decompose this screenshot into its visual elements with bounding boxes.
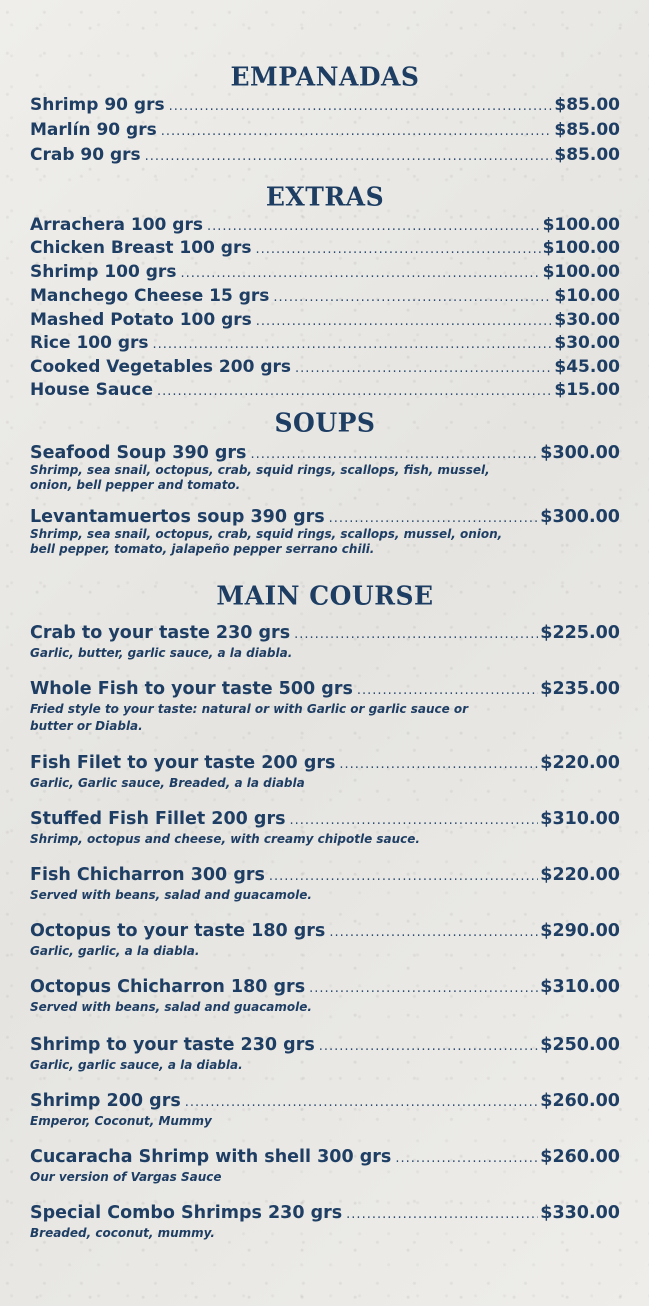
item-name: Cooked Vegetables 200 grs: [30, 357, 291, 377]
item-description: Garlic, Garlic sauce, Breaded, a la diabla: [30, 776, 305, 790]
item-name: Levantamuertos soup 390 grs: [30, 507, 325, 527]
menu-item: [30, 1147, 620, 1171]
dot-leader: [309, 981, 538, 996]
item-price: $225.00: [540, 623, 620, 643]
section-title-empanadas: EMPANADAS: [230, 61, 420, 92]
item-price: $235.00: [540, 679, 620, 699]
item-name: Crab 90 grs: [30, 145, 141, 165]
item-name: Shrimp to your taste 230 grs: [30, 1035, 315, 1055]
item-price: $15.00: [554, 380, 620, 400]
item-price: $250.00: [540, 1035, 620, 1055]
item-description: butter or Diabla.: [30, 719, 143, 733]
menu-item: [30, 145, 620, 169]
menu-item: [30, 679, 620, 703]
dot-leader: [169, 99, 553, 114]
dot-leader: [295, 361, 552, 376]
item-name: Octopus to your taste 180 grs: [30, 921, 326, 941]
dot-leader: [255, 242, 540, 257]
item-name: House Sauce: [30, 380, 154, 400]
menu-item: [30, 215, 620, 239]
dot-leader: [185, 1095, 539, 1110]
menu-item: [30, 120, 620, 144]
item-description: Breaded, coconut, mummy.: [30, 1226, 215, 1240]
dot-leader: [319, 1039, 539, 1054]
item-name: Arrachera 100 grs: [30, 215, 203, 235]
menu-item: [30, 262, 620, 286]
dot-leader: [269, 869, 538, 884]
menu-item: [30, 310, 620, 334]
menu-item: [30, 95, 620, 119]
item-price: $100.00: [542, 215, 620, 235]
item-price: $10.00: [554, 286, 620, 306]
dot-leader: [180, 266, 540, 281]
item-description: Shrimp, sea snail, octopus, crab, squid rings, scallops, fish, mussel,: [30, 463, 490, 477]
item-description: Served with beans, salad and guacamole.: [30, 1000, 312, 1014]
item-price: $100.00: [542, 238, 620, 258]
item-name: Octopus Chicharron 180 grs: [30, 977, 306, 997]
item-description: Fried style to your taste: natural or with Garlic or garlic sauce or: [30, 702, 469, 716]
item-description: Served with beans, salad and guacamole.: [30, 888, 312, 902]
item-name: Mashed Potato 100 grs: [30, 310, 252, 330]
item-description: Our version of Vargas Sauce: [30, 1170, 222, 1184]
menu-item: [30, 333, 620, 357]
dot-leader: [161, 124, 553, 139]
menu-item: [30, 623, 620, 647]
dot-leader: [329, 925, 538, 940]
item-name: Shrimp 200 grs: [30, 1091, 181, 1111]
dot-leader: [339, 757, 538, 772]
section-title-main-course: MAIN COURSE: [216, 580, 434, 611]
menu-item: [30, 1035, 620, 1059]
item-description: onion, bell pepper and tomato.: [30, 478, 241, 492]
menu-item: [30, 865, 620, 889]
item-price: $310.00: [540, 977, 620, 997]
item-description: Shrimp, sea snail, octopus, crab, squid rings, scallops, mussel, onion,: [30, 527, 503, 541]
item-name: Chicken Breast 100 grs: [30, 238, 252, 258]
item-name: Shrimp 90 grs: [30, 95, 165, 115]
item-name: Stuffed Fish Fillet 200 grs: [30, 809, 286, 829]
item-price: $85.00: [554, 95, 620, 115]
item-price: $45.00: [554, 357, 620, 377]
item-name: Special Combo Shrimps 230 grs: [30, 1203, 343, 1223]
dot-leader: [346, 1207, 538, 1222]
dot-leader: [357, 683, 538, 698]
item-price: $30.00: [554, 333, 620, 353]
item-price: $310.00: [540, 809, 620, 829]
item-name: Shrimp 100 grs: [30, 262, 177, 282]
dot-leader: [290, 813, 539, 828]
menu-item: [30, 921, 620, 945]
item-price: $30.00: [554, 310, 620, 330]
item-description: Garlic, garlic sauce, a la diabla.: [30, 1058, 243, 1072]
dot-leader: [294, 627, 538, 642]
item-price: $300.00: [540, 443, 620, 463]
dot-leader: [153, 337, 553, 352]
menu-item: [30, 238, 620, 262]
item-name: Marlín 90 grs: [30, 120, 157, 140]
menu-item: [30, 1203, 620, 1227]
dot-leader: [256, 314, 553, 329]
dot-leader: [250, 447, 538, 462]
section-title-soups: SOUPS: [274, 407, 376, 438]
item-name: Seafood Soup 390 grs: [30, 443, 247, 463]
dot-leader: [145, 149, 553, 164]
item-name: Rice 100 grs: [30, 333, 149, 353]
item-price: $260.00: [540, 1147, 620, 1167]
section-title-extras: EXTRAS: [265, 181, 385, 212]
dot-leader: [157, 384, 552, 399]
dot-leader: [273, 290, 552, 305]
dot-leader: [395, 1151, 538, 1166]
item-name: Fish Filet to your taste 200 grs: [30, 753, 336, 773]
item-price: $220.00: [540, 865, 620, 885]
menu-item: [30, 357, 620, 381]
item-description: Garlic, garlic, a la diabla.: [30, 944, 200, 958]
item-price: $290.00: [540, 921, 620, 941]
item-price: $85.00: [554, 145, 620, 165]
item-description: Shrimp, octopus and cheese, with creamy chipotle sauce.: [30, 832, 420, 846]
item-price: $330.00: [540, 1203, 620, 1223]
menu-item: [30, 1091, 620, 1115]
item-price: $85.00: [554, 120, 620, 140]
menu-item: [30, 286, 620, 310]
item-name: Crab to your taste 230 grs: [30, 623, 291, 643]
item-price: $100.00: [542, 262, 620, 282]
item-name: Whole Fish to your taste 500 grs: [30, 679, 353, 699]
item-description: bell pepper, tomato, jalapeño pepper serrano chili.: [30, 542, 375, 556]
item-price: $260.00: [540, 1091, 620, 1111]
item-name: Fish Chicharron 300 grs: [30, 865, 265, 885]
item-price: $300.00: [540, 507, 620, 527]
item-name: Cucaracha Shrimp with shell 300 grs: [30, 1147, 392, 1167]
dot-leader: [207, 219, 541, 234]
menu-item: [30, 809, 620, 833]
item-description: Emperor, Coconut, Mummy: [30, 1114, 212, 1128]
menu-item: [30, 753, 620, 777]
menu-item: [30, 380, 620, 404]
item-price: $220.00: [540, 753, 620, 773]
item-name: Manchego Cheese 15 grs: [30, 286, 270, 306]
dot-leader: [329, 511, 539, 526]
item-description: Garlic, butter, garlic sauce, a la diabla.: [30, 646, 293, 660]
menu-item: [30, 977, 620, 1001]
